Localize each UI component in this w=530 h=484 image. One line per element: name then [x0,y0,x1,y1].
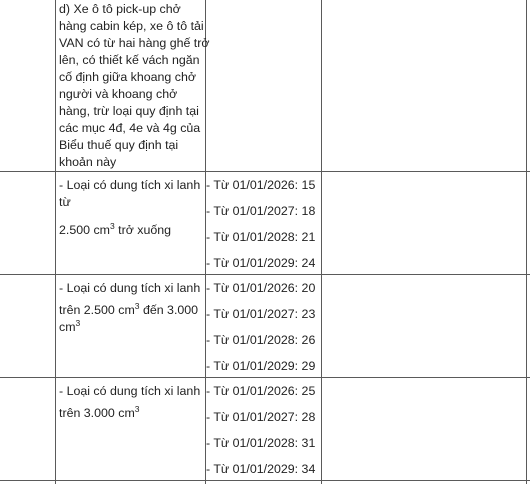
column-divider [321,0,322,484]
tax-rate-item: - Từ 01/01/2028: 31 [206,436,316,450]
text-line: hàng cabin kép, xe ô tô tải [59,19,204,33]
text-line: - Loại có dung tích xi lanh [59,281,201,295]
superscript: 3 [134,404,140,414]
column-divider [526,0,527,484]
row-divider [0,274,530,275]
text-line: hàng, trừ loại quy định tại [59,104,199,118]
text-segment: 2.500 cm [59,223,110,237]
text-line [59,302,200,319]
superscript: 3 [75,318,81,328]
tax-rate-schedule [206,383,315,478]
vehicle-category-description [59,1,210,171]
tax-rate-item: - Từ 01/01/2026: 20 [206,281,316,295]
text-line: Biểu thuế quy định tại [59,138,179,152]
engine-capacity-description [59,383,200,422]
superscript: 3 [109,221,115,231]
tax-rate-item: - Từ 01/01/2026: 15 [206,178,316,192]
superscript: 3 [134,301,140,311]
row-divider [0,171,530,172]
tax-rate-item: - Từ 01/01/2029: 24 [206,256,316,270]
tax-rate-schedule [206,177,315,272]
text-line: các mục 4đ, 4e và 4g của [59,121,201,135]
text-line: VAN có từ hai hàng ghế trở [59,36,210,50]
tax-rate-item: - Từ 01/01/2029: 29 [206,359,316,373]
text-segment: cm [59,320,76,334]
text-line: lên, có thiết kế vách ngăn [59,53,200,67]
row-divider [0,377,530,378]
text-line: khoản này [59,155,117,169]
tax-rate-item: - Từ 01/01/2026: 25 [206,384,316,398]
text-line [59,319,200,336]
text-segment: đến 3.000 [139,303,199,317]
text-line: - Loại có dung tích xi lanh [59,384,201,398]
text-segment: trên 3.000 cm [59,406,135,420]
text-segment: trở xuống [114,223,172,237]
text-line: d) Xe ô tô pick-up chở [59,2,181,16]
tax-rate-schedule [206,280,315,375]
text-line: - Loại có dung tích xi lanh [59,178,201,192]
text-line: từ [59,195,71,209]
text-segment: trên 2.500 cm [59,303,135,317]
tax-rate-item: - Từ 01/01/2027: 28 [206,410,316,424]
column-divider [55,0,56,484]
tax-rate-item: - Từ 01/01/2029: 34 [206,462,316,476]
text-line: người và khoang chở [59,87,178,101]
text-line [59,222,200,239]
engine-capacity-description [59,177,200,239]
row-divider [0,480,530,481]
tax-rate-item: - Từ 01/01/2027: 23 [206,307,316,321]
tax-rate-item: - Từ 01/01/2027: 18 [206,204,316,218]
tax-rate-item: - Từ 01/01/2028: 26 [206,333,316,347]
engine-capacity-description [59,280,200,336]
tax-rate-item: - Từ 01/01/2028: 21 [206,230,316,244]
text-line: cố định giữa khoang chở [59,70,196,84]
text-line [59,405,200,422]
